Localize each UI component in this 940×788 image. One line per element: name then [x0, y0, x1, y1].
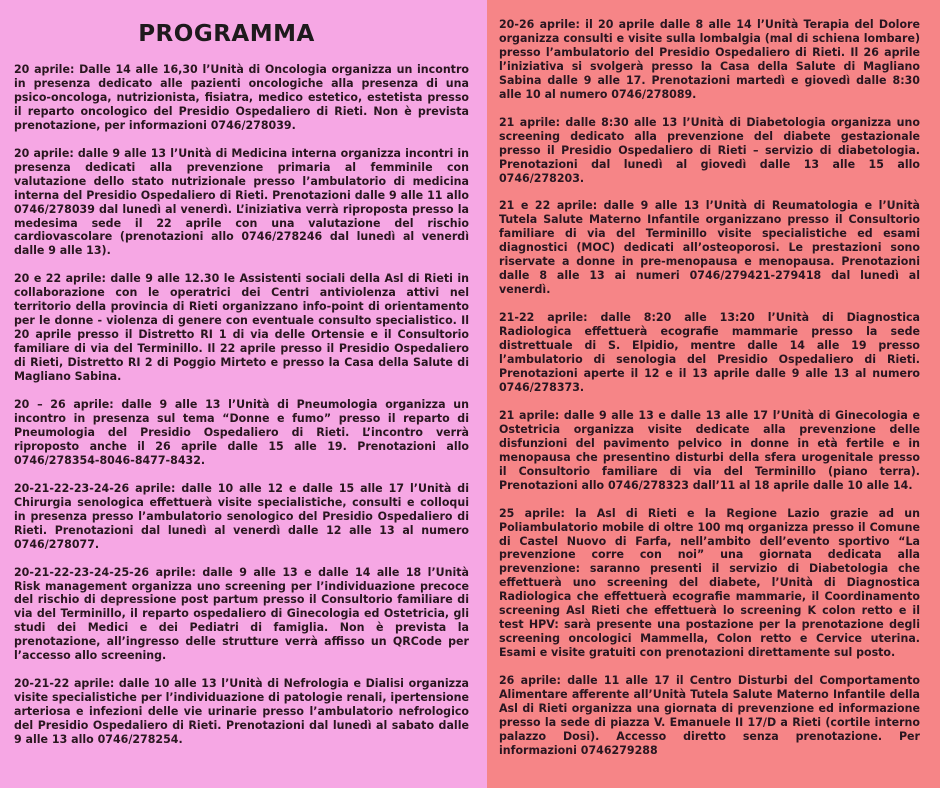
program-entry: 26 aprile: dalle 11 alle 17 il Centro Disturbi del Comportamento Alimentare afferente all’Unità Tutela Salute Materno Infantile della Asl di Rieti organizza una giornata di prevenzione ed informazione presso la sede di piazza V. Emanuele II 17/D a Rieti (cortile interno palazzo Dosi). Accesso diretto senza prenotazione. Per informazioni 0746279288	[499, 674, 920, 757]
program-entry: 20-21-22-23-24-26 aprile: dalle 10 alle 12 e dalle 15 alle 17 l’Unità di Chirurgia senologica effettuerà visite specialistiche, consulti e colloqui in presenza presso l’ambulatorio senologico del Presidio Ospedaliero di Rieti. Prenotazioni dal lunedì al venerdì dalle 12 alle 13 al numero 0746/278077.	[14, 481, 469, 551]
program-entry: 20 aprile: dalle 9 alle 13 l’Unità di Medicina interna organizza incontri in presenza dedicati alla prevenzione primaria al femminile con valutazione dello stato nutrizionale presso l’ambulatorio di medicina interna del Presidio Ospedaliero di Rieti. Prenotazioni dalle 9 alle 11 allo 0746/278039 dal lunedì al venerdì. L’iniziativa verrà riproposta presso la medesima sede il 22 aprile con una valutazione del rischio cardiovascolare (prenotazioni allo 0746/278246 dal lunedì al venerdì dalle 9 alle 13).	[14, 146, 469, 258]
program-entry: 20-21-22-23-24-25-26 aprile: dalle 9 alle 13 e dalle 14 alle 18 l’Unità Risk management organizza uno screening per l’individuazione precoce del rischio di depressione post partum presso il Consultorio familiare di via del Terminillo, il reparto ospedaliero di Ginecologia ed Ostetricia, gli studi dei Medici e dei Pediatri di famiglia. Non è prevista la prenotazione, all’ingresso delle strutture verrà affisso un QRCode per l’accesso allo screening.	[14, 565, 469, 663]
program-entry: 21 aprile: dalle 9 alle 13 e dalle 13 alle 17 l’Unità di Ginecologia e Ostetricia organizza visite dedicate alla prevenzione delle disfunzioni del pavimento pelvico in donne in età fertile e in menopausa che presentino disturbi della sfera urogenitale presso il Consultorio familiare di via del Terminillo (piano terra). Prenotazioni allo 0746/278323 dall’11 al 18 aprile dalle 10 alle 14.	[499, 408, 920, 492]
program-entry: 20-26 aprile: il 20 aprile dalle 8 alle 14 l’Unità Terapia del Dolore organizza consulti e visite sulla lombalgia (mal di schiena lombare) presso l’ambulatorio del Presidio Ospedaliero di Rieti. Il 26 aprile l’iniziativa si svolgerà presso la Casa della Salute di Magliano Sabina dalle 9 alle 17. Prenotazioni martedì e giovedì dalle 8:30 alle 10 al numero 0746/278089.	[499, 18, 920, 101]
program-entry: 21-22 aprile: dalle 8:20 alle 13:20 l’Unità di Diagnostica Radiologica effettuerà ecografie mammarie presso la sede distrettuale di S. Elpidio, mentre dalle 14 alle 19 presso l’ambulatorio di senologia del Presidio Ospedaliero di Rieti. Prenotazioni aperte il 12 e il 13 aprile dalle 9 alle 13 al numero 0746/278373.	[499, 311, 920, 394]
program-entry: 20 e 22 aprile: dalle 9 alle 12.30 le Assistenti sociali della Asl di Rieti in collaborazione con le operatrici dei Centri antiviolenza attivi nel territorio della provincia di Rieti organizzano info-point di orientamento per le donne - violenza di genere con eventuale consulto specialistico. Il 20 aprile presso il Distretto RI 1 di via delle Ortensie e il Consultorio familiare di via del Terminillo. Il 22 aprile presso il Presidio Ospedaliero di Rieti, Distretto RI 2 di Poggio Mirteto e presso la Casa della Salute di Magliano Sabina.	[14, 272, 469, 384]
right-column	[487, 0, 940, 788]
program-entry: 20-21-22 aprile: dalle 10 alle 13 l’Unità di Nefrologia e Dialisi organizza visite specialistiche per l’individuazione di patologie renali, ipertensione arteriosa e infezioni delle vie urinarie presso l’ambulatorio nefrologico del Presidio Ospedaliero di Rieti. Prenotazioni dal lunedì al sabato dalle 9 alle 13 allo 0746/278254.	[14, 677, 469, 747]
program-entry: 21 aprile: dalle 8:30 alle 13 l’Unità di Diabetologia organizza uno screening dedicato alla prevenzione del diabete gestazionale presso il Presidio Ospedaliero di Rieti – servizio di diabetologia. Prenotazioni dal lunedì al giovedì dalle 13 alle 15 allo 0746/278203.	[499, 115, 920, 185]
page-title: PROGRAMMA	[138, 21, 315, 47]
program-entry: 20 aprile: Dalle 14 alle 16,30 l’Unità di Oncologia organizza un incontro in presenza dedicato alle pazienti oncologiche alla presenza di una psico-oncologa, nutrizionista, fisiatra, medico estetico, estetista presso il reparto oncologico del Presidio Ospedaliero di Rieti. Non è prevista prenotazione, per informazioni 0746/278039.	[14, 63, 469, 132]
program-entry: 25 aprile: la Asl di Rieti e la Regione Lazio grazie ad un Poliambulatorio mobile di oltre 100 mq organizza presso il Comune di Castel Nuovo di Farfa, nell’ambito dell’evento sportivo “La prevenzione corre con noi” una giornata dedicata alla prevenzione: saranno presenti il servizio di Diabetologia che effettuerà uno screening del diabete, l’Unità di Diagnostica Radiologica che effettuerà ecografie mammarie, il Coordinamento screening Asl Rieti che effettuerà lo screening K colon retto e il test HPV: sarà presente una postazione per la prenotazione degli screening oncologici Mammella, Colon retto e Cervice uterina. Esami e visite gratuiti con prenotazioni direttamente sul posto.	[499, 506, 920, 660]
program-entry: 21 e 22 aprile: dalle 9 alle 13 l’Unità di Reumatologia e l’Unità Tutela Salute Materno Infantile organizzano presso il Consultorio familiare di via del Terminillo visite specialistiche ed esami diagnostici (MOC) dedicati all’osteoporosi. Le prestazioni sono riservate a donne in pre-menopausa e menopausa. Prenotazioni dalle 8 alle 13 ai numeri 0746/279421-279418 dal lunedì al venerdì.	[499, 199, 920, 297]
program-entry: 20 – 26 aprile: dalle 9 alle 13 l’Unità di Pneumologia organizza un incontro in presenza sul tema “Donne e fumo” presso il reparto di Pneumologia del Presidio Ospedaliero di Rieti. L’incontro verrà riproposto anche il 26 aprile dalle 15 alle 19. Prenotazioni allo 0746/278354-8046-8477-8432.	[14, 398, 469, 467]
